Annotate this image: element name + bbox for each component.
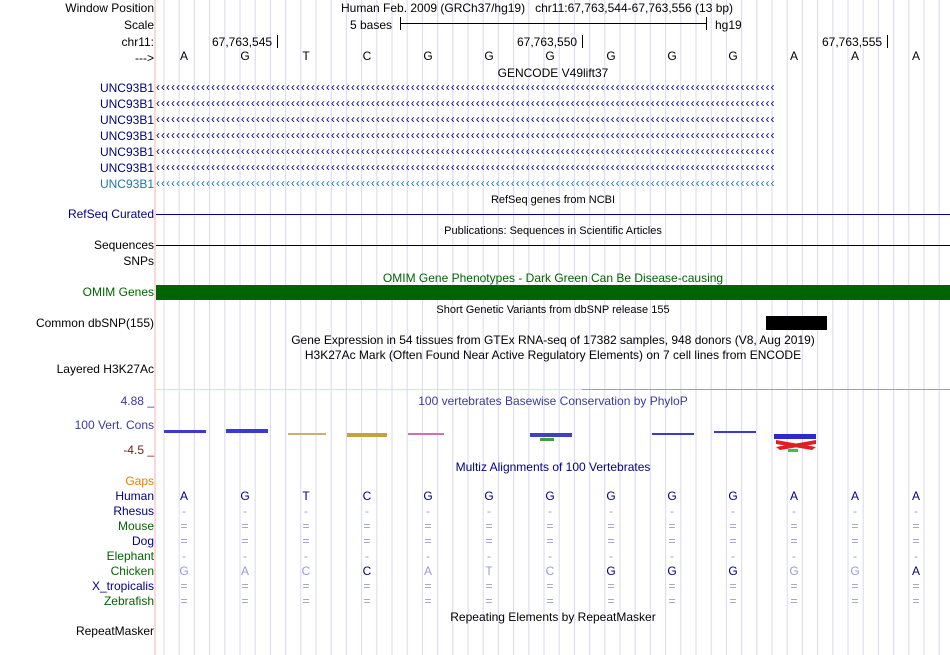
h3k27ac-signal-left: [156, 389, 582, 390]
scale-bar-right-tick: [706, 17, 707, 30]
alignment-base: =: [790, 579, 798, 593]
alignment-base: =: [790, 519, 798, 533]
alignment-base: G: [728, 564, 738, 578]
alignment-base: =: [546, 534, 554, 548]
coord-tick-3: 67,763,555: [822, 35, 883, 49]
omim-title[interactable]: OMIM Gene Phenotypes - Dark Green Can Be Disease-causing: [382, 271, 724, 285]
alignment-base: =: [546, 594, 554, 608]
alignment-base: =: [607, 534, 615, 548]
alignment-base: =: [668, 579, 676, 593]
base-letter: A: [911, 49, 920, 63]
base-letter: G: [423, 49, 433, 63]
refseq-line: [156, 214, 950, 215]
alignment-base: =: [302, 579, 310, 593]
alignment-base: =: [668, 519, 676, 533]
cons-ymin: -4.5 _: [123, 443, 154, 457]
window-position-label: Window Position: [65, 1, 154, 15]
gene-label[interactable]: UNC93B1: [99, 97, 154, 111]
base-sequence-row: [0, 49, 950, 63]
alignment-base: -: [853, 549, 857, 563]
alignment-base: -: [731, 504, 735, 518]
alignment-base: -: [365, 504, 369, 518]
alignment-base: =: [912, 519, 920, 533]
dbsnp-variant[interactable]: [766, 316, 827, 330]
alignment-base: -: [182, 549, 186, 563]
cons-ymax: 4.88 _: [120, 394, 154, 408]
alignment-base: A: [850, 489, 859, 503]
publications-label[interactable]: Sequences: [93, 238, 154, 252]
alignment-base: -: [609, 504, 613, 518]
gene-model[interactable]: ‹‹‹‹‹‹‹‹‹‹‹‹‹‹‹‹‹‹‹‹‹‹‹‹‹‹‹‹‹‹‹‹‹‹‹‹‹‹‹‹‹‹‹‹‹‹‹‹‹‹‹‹‹‹‹‹‹‹‹‹‹‹‹‹‹‹‹‹‹‹‹‹‹‹‹‹‹‹‹‹‹‹‹‹‹‹‹‹‹‹‹‹‹‹‹‹‹‹‹‹‹‹‹‹‹‹‹‹‹‹‹‹‹‹‹‹‹‹‹‹‹‹‹‹: [156, 144, 776, 158]
scale-bar-left-tick: [400, 17, 401, 30]
snps-label[interactable]: SNPs: [123, 254, 154, 268]
alignment-base: -: [243, 504, 247, 518]
gene-label[interactable]: UNC93B1: [99, 177, 154, 191]
alignment-base: =: [607, 579, 615, 593]
gene-label[interactable]: UNC93B1: [99, 113, 154, 127]
alignment-base: -: [487, 504, 491, 518]
gene-model[interactable]: ‹‹‹‹‹‹‹‹‹‹‹‹‹‹‹‹‹‹‹‹‹‹‹‹‹‹‹‹‹‹‹‹‹‹‹‹‹‹‹‹‹‹‹‹‹‹‹‹‹‹‹‹‹‹‹‹‹‹‹‹‹‹‹‹‹‹‹‹‹‹‹‹‹‹‹‹‹‹‹‹‹‹‹‹‹‹‹‹‹‹‹‹‹‹‹‹‹‹‹‹‹‹‹‹‹‹‹‹‹‹‹‹‹‹‹‹‹‹‹‹‹‹‹‹: [156, 176, 776, 190]
position-text[interactable]: chr11:67,763,544-67,763,556 (13 bp): [535, 1, 734, 15]
alignment-base: G: [606, 564, 616, 578]
alignment-base: -: [792, 549, 796, 563]
alignment-base: -: [548, 504, 552, 518]
alignment-base: =: [729, 594, 737, 608]
alignment-base: =: [180, 534, 188, 548]
alignment-base: =: [790, 594, 798, 608]
repeatmasker-title[interactable]: Repeating Elements by RepeatMasker: [450, 610, 656, 624]
alignment-base: T: [302, 489, 310, 503]
conservation-logo: [156, 420, 950, 460]
base-letter: G: [545, 49, 555, 63]
base-letter: T: [302, 49, 310, 63]
alignment-base: C: [301, 564, 311, 578]
alignment-base: G: [728, 489, 738, 503]
alignment-base: G: [667, 489, 677, 503]
cons-title[interactable]: 100 vertebrates Basewise Conservation by PhyloP: [418, 394, 688, 408]
base-letter: G: [484, 49, 494, 63]
alignment-base: A: [179, 489, 188, 503]
alignment-base: -: [914, 504, 918, 518]
alignment-base: =: [241, 579, 249, 593]
coord-tick-mark-3: [887, 35, 888, 48]
omim-label[interactable]: OMIM Genes: [82, 285, 154, 299]
alignment-base: G: [179, 564, 189, 578]
species-label[interactable]: Zebrafish: [103, 594, 154, 608]
alignment-base: =: [851, 579, 859, 593]
alignment-base: =: [790, 534, 798, 548]
alignment-base: =: [851, 519, 859, 533]
alignment-base: -: [548, 549, 552, 563]
alignment-base: G: [423, 489, 433, 503]
alignment-base: -: [304, 549, 308, 563]
alignment-base: -: [365, 549, 369, 563]
alignment-base: A: [423, 564, 432, 578]
alignment-base: -: [670, 504, 674, 518]
refseq-title[interactable]: RefSeq genes from NCBI: [490, 194, 616, 206]
alignment-base: =: [607, 519, 615, 533]
species-label[interactable]: Elephant: [106, 549, 154, 563]
strand-label: --->: [135, 51, 154, 65]
alignment-base: =: [485, 534, 493, 548]
alignment-base: =: [668, 594, 676, 608]
scale-label: Scale: [123, 18, 154, 32]
publications-line: [156, 245, 950, 246]
gene-label[interactable]: UNC93B1: [99, 81, 154, 95]
alignment-base: -: [304, 504, 308, 518]
repeatmasker-label[interactable]: RepeatMasker: [75, 624, 154, 638]
alignment-base: =: [546, 519, 554, 533]
alignment-base: A: [911, 564, 920, 578]
alignment-base: =: [912, 594, 920, 608]
alignment-base: -: [243, 549, 247, 563]
base-letter: C: [362, 49, 372, 63]
alignment-base: =: [241, 534, 249, 548]
alignment-base: =: [302, 594, 310, 608]
base-letter: A: [789, 49, 798, 63]
publications-title[interactable]: Publications: Sequences in Scientific Articles: [444, 225, 662, 237]
species-label[interactable]: Chicken: [110, 564, 154, 578]
alignment-base: =: [546, 579, 554, 593]
alignment-base: =: [607, 594, 615, 608]
gene-model[interactable]: ‹‹‹‹‹‹‹‹‹‹‹‹‹‹‹‹‹‹‹‹‹‹‹‹‹‹‹‹‹‹‹‹‹‹‹‹‹‹‹‹‹‹‹‹‹‹‹‹‹‹‹‹‹‹‹‹‹‹‹‹‹‹‹‹‹‹‹‹‹‹‹‹‹‹‹‹‹‹‹‹‹‹‹‹‹‹‹‹‹‹‹‹‹‹‹‹‹‹‹‹‹‹‹‹‹‹‹‹‹‹‹‹‹‹‹‹‹‹‹‹‹‹‹‹: [156, 80, 776, 94]
alignment-base: =: [424, 579, 432, 593]
species-label[interactable]: Rhesus: [113, 504, 154, 518]
alignment-base: C: [545, 564, 555, 578]
coord-tick-mark-2: [582, 35, 583, 48]
alignment-base: =: [241, 594, 249, 608]
alignment-base: =: [485, 519, 493, 533]
gene-label[interactable]: UNC93B1: [99, 129, 154, 143]
alignment-base: =: [180, 594, 188, 608]
alignment-base: =: [302, 519, 310, 533]
gtex-title[interactable]: Gene Expression in 54 tissues from GTEx RNA-seq of 17382 samples, 948 donors (V8, Aug 2019): [291, 333, 815, 347]
alignment-base: -: [426, 549, 430, 563]
dbsnp-title[interactable]: Short Genetic Variants from dbSNP release 155: [436, 304, 670, 316]
alignment-base: =: [180, 519, 188, 533]
base-letter: G: [667, 49, 677, 63]
alignment-base: -: [792, 504, 796, 518]
alignment-base: G: [484, 489, 494, 503]
alignment-base: -: [670, 549, 674, 563]
alignment-base: =: [729, 519, 737, 533]
gencode-title[interactable]: GENCODE V49lift37: [497, 66, 609, 80]
alignment-base: -: [609, 549, 613, 563]
base-letter: A: [179, 49, 188, 63]
alignment-base: =: [180, 579, 188, 593]
alignment-base: =: [424, 519, 432, 533]
alignment-base: =: [729, 579, 737, 593]
h3k27ac-signal-right: [582, 389, 950, 390]
base-letter: G: [606, 49, 616, 63]
base-letter: G: [240, 49, 250, 63]
alignment-base: T: [485, 564, 493, 578]
h3k27ac-title[interactable]: H3K27Ac Mark (Often Found Near Active Regulatory Elements) on 7 cell lines from ENCODE: [304, 348, 802, 362]
species-label[interactable]: Mouse: [117, 519, 154, 533]
alignment-base: =: [912, 579, 920, 593]
gene-model[interactable]: ‹‹‹‹‹‹‹‹‹‹‹‹‹‹‹‹‹‹‹‹‹‹‹‹‹‹‹‹‹‹‹‹‹‹‹‹‹‹‹‹‹‹‹‹‹‹‹‹‹‹‹‹‹‹‹‹‹‹‹‹‹‹‹‹‹‹‹‹‹‹‹‹‹‹‹‹‹‹‹‹‹‹‹‹‹‹‹‹‹‹‹‹‹‹‹‹‹‹‹‹‹‹‹‹‹‹‹‹‹‹‹‹‹‹‹‹‹‹‹‹‹‹‹‹: [156, 112, 776, 126]
alignment-base: =: [363, 594, 371, 608]
gene-model[interactable]: ‹‹‹‹‹‹‹‹‹‹‹‹‹‹‹‹‹‹‹‹‹‹‹‹‹‹‹‹‹‹‹‹‹‹‹‹‹‹‹‹‹‹‹‹‹‹‹‹‹‹‹‹‹‹‹‹‹‹‹‹‹‹‹‹‹‹‹‹‹‹‹‹‹‹‹‹‹‹‹‹‹‹‹‹‹‹‹‹‹‹‹‹‹‹‹‹‹‹‹‹‹‹‹‹‹‹‹‹‹‹‹‹‹‹‹‹‹‹‹‹‹‹‹‹: [156, 96, 776, 110]
alignment-base: =: [241, 519, 249, 533]
alignment-base: =: [851, 534, 859, 548]
gene-model[interactable]: ‹‹‹‹‹‹‹‹‹‹‹‹‹‹‹‹‹‹‹‹‹‹‹‹‹‹‹‹‹‹‹‹‹‹‹‹‹‹‹‹‹‹‹‹‹‹‹‹‹‹‹‹‹‹‹‹‹‹‹‹‹‹‹‹‹‹‹‹‹‹‹‹‹‹‹‹‹‹‹‹‹‹‹‹‹‹‹‹‹‹‹‹‹‹‹‹‹‹‹‹‹‹‹‹‹‹‹‹‹‹‹‹‹‹‹‹‹‹‹‹‹‹‹‹: [156, 160, 776, 174]
species-label[interactable]: Human: [115, 489, 154, 503]
alignment-base: A: [789, 489, 798, 503]
alignment-base: G: [667, 564, 677, 578]
alignment-base: =: [363, 579, 371, 593]
alignment-base: =: [302, 534, 310, 548]
alignment-base: -: [914, 549, 918, 563]
alignment-base: -: [426, 504, 430, 518]
species-label[interactable]: Dog: [131, 534, 154, 548]
alignment-base: =: [485, 579, 493, 593]
alignment-base: C: [362, 489, 372, 503]
coord-tick-1: 67,763,545: [212, 35, 273, 49]
alignment-base: =: [363, 519, 371, 533]
alignment-base: -: [731, 549, 735, 563]
alignment-base: A: [911, 489, 920, 503]
dbsnp-label[interactable]: Common dbSNP(155): [35, 316, 154, 330]
alignment-base: =: [729, 534, 737, 548]
multiz-title[interactable]: Multiz Alignments of 100 Vertebrates: [455, 460, 651, 474]
alignment-base: -: [182, 504, 186, 518]
alignment-base: =: [424, 594, 432, 608]
refseq-label[interactable]: RefSeq Curated: [67, 207, 154, 221]
scale-db: hg19: [715, 18, 742, 32]
alignment-base: -: [853, 504, 857, 518]
coord-tick-mark-1: [277, 35, 278, 48]
position-line: [341, 1, 733, 15]
gene-label[interactable]: UNC93B1: [99, 145, 154, 159]
assembly-text: Human Feb. 2009 (GRCh37/hg19): [341, 1, 526, 15]
alignment-base: G: [240, 489, 250, 503]
alignment-base: G: [789, 564, 799, 578]
omim-feature-bar[interactable]: [156, 285, 950, 300]
coord-tick-2: 67,763,550: [517, 35, 578, 49]
alignment-base: A: [240, 564, 249, 578]
alignment-base: G: [850, 564, 860, 578]
base-letter: A: [850, 49, 859, 63]
gene-model[interactable]: ‹‹‹‹‹‹‹‹‹‹‹‹‹‹‹‹‹‹‹‹‹‹‹‹‹‹‹‹‹‹‹‹‹‹‹‹‹‹‹‹‹‹‹‹‹‹‹‹‹‹‹‹‹‹‹‹‹‹‹‹‹‹‹‹‹‹‹‹‹‹‹‹‹‹‹‹‹‹‹‹‹‹‹‹‹‹‹‹‹‹‹‹‹‹‹‹‹‹‹‹‹‹‹‹‹‹‹‹‹‹‹‹‹‹‹‹‹‹‹‹‹‹‹‹: [156, 128, 776, 142]
species-label[interactable]: X_tropicalis: [91, 579, 154, 593]
alignment-base: =: [912, 534, 920, 548]
gene-label[interactable]: UNC93B1: [99, 161, 154, 175]
alignment-base: G: [545, 489, 555, 503]
alignment-base: =: [485, 594, 493, 608]
alignment-base: -: [487, 549, 491, 563]
scale-bar: [400, 23, 707, 24]
alignment-base: =: [668, 534, 676, 548]
h3k27ac-label[interactable]: Layered H3K27Ac: [56, 362, 154, 376]
alignment-base: =: [851, 594, 859, 608]
alignment-base: =: [363, 534, 371, 548]
chrom-label: chr11:: [121, 35, 154, 49]
alignment-base: G: [606, 489, 616, 503]
alignment-base: C: [362, 564, 372, 578]
alignment-base: =: [424, 534, 432, 548]
gaps-label[interactable]: Gaps: [125, 474, 154, 488]
base-letter: G: [728, 49, 738, 63]
cons-label[interactable]: 100 Vert. Cons: [74, 418, 154, 432]
scale-text: 5 bases: [350, 18, 393, 32]
